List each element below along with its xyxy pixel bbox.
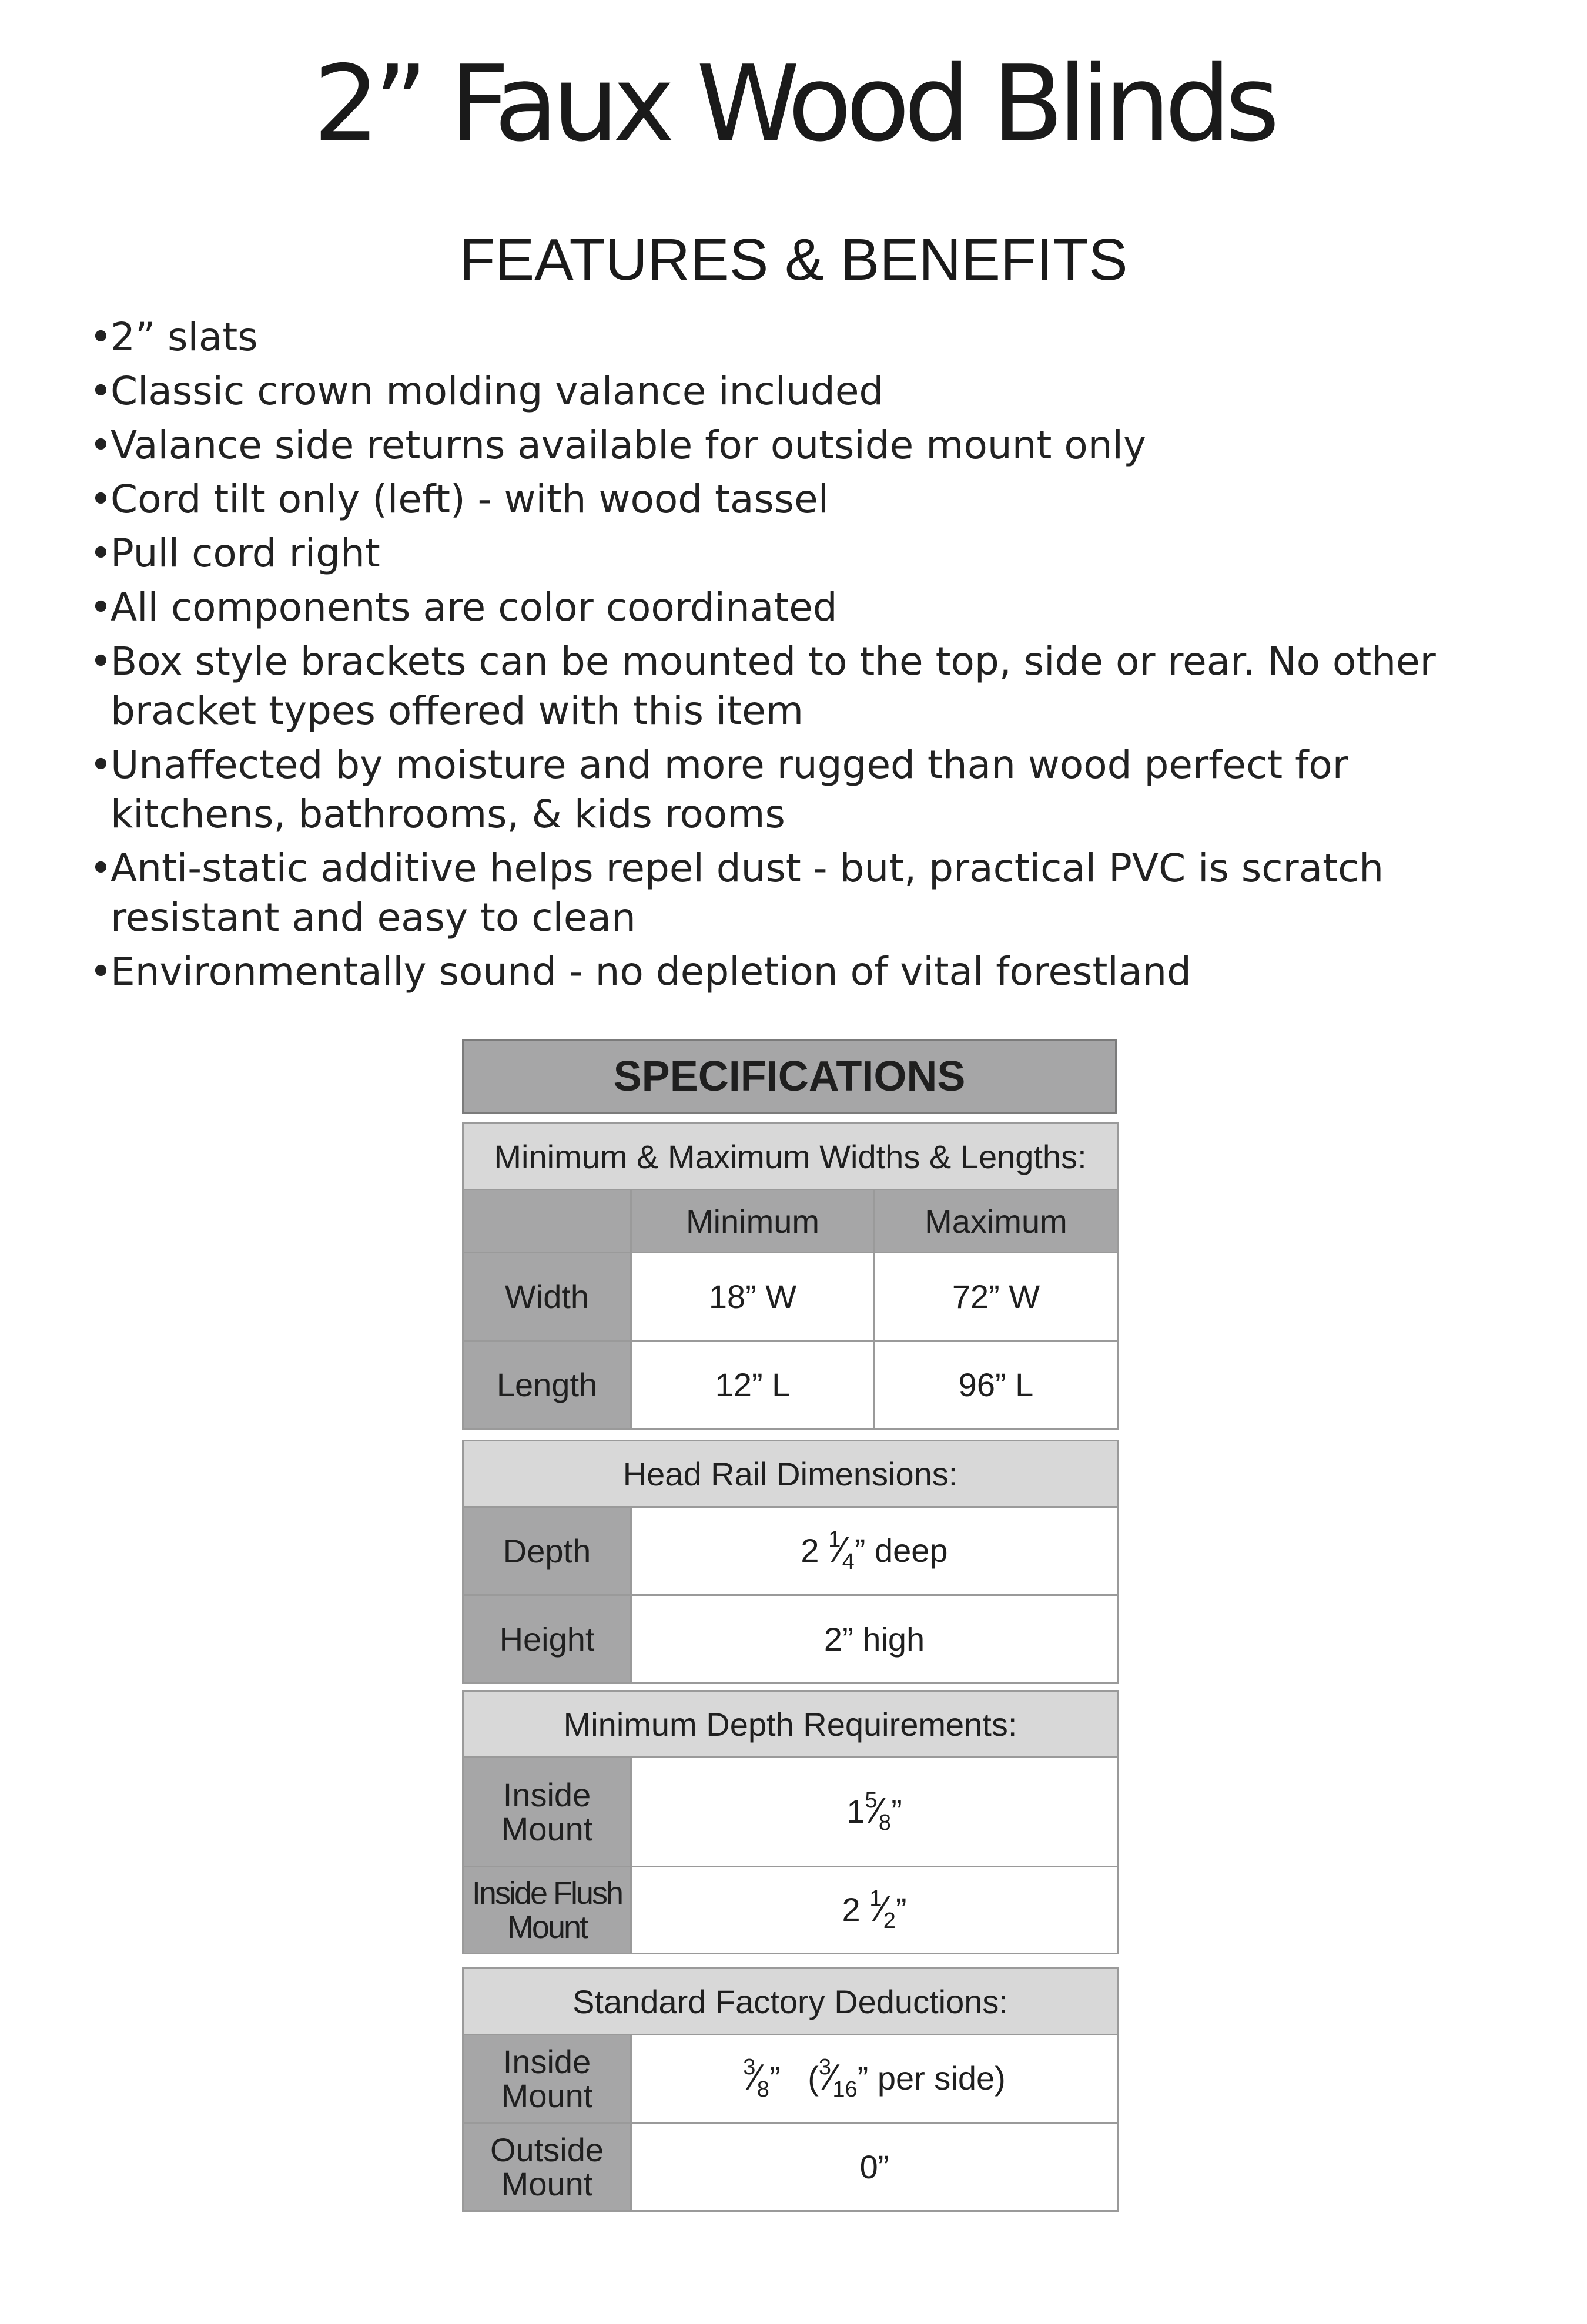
bullet-icon: • bbox=[89, 531, 112, 576]
deduction-outside-value: 0” bbox=[631, 2123, 1118, 2211]
feature-item bbox=[89, 421, 1500, 470]
col-maximum: Maximum bbox=[875, 1190, 1118, 1253]
feature-text: Unaffected by moisture and more rugged than wood perfect for kitchens, bathrooms, & kids rooms bbox=[111, 742, 1348, 837]
features-heading: FEATURES & BENEFITS bbox=[459, 227, 1128, 293]
deduction-inside-value: $^3⁄_8$” ($^3⁄_{16}$” per side) bbox=[631, 2035, 1118, 2123]
head-rail-depth-value: 2 $^1⁄_4$” deep bbox=[631, 1507, 1118, 1595]
feature-text: Box style brackets can be mounted to the top, side or rear. No other bracket types offered with this item bbox=[111, 639, 1436, 733]
row-label-deduction-inside-mount: Inside Mount bbox=[463, 2035, 631, 2123]
feature-item bbox=[89, 947, 1500, 997]
head-rail-height-value: 2” high bbox=[631, 1595, 1118, 1684]
feature-text: Cord tilt only (left) - with wood tassel bbox=[111, 477, 829, 522]
feature-text: All components are color coordinated bbox=[111, 585, 838, 630]
min-depth-table bbox=[462, 1690, 1119, 1954]
specifications-heading: SPECIFICATIONS bbox=[462, 1039, 1117, 1114]
bullet-icon: • bbox=[89, 846, 112, 891]
width-min: 18” W bbox=[631, 1253, 875, 1341]
head-rail-table bbox=[462, 1440, 1119, 1684]
row-label-depth: Depth bbox=[463, 1507, 631, 1595]
page-title: 2” Faux Wood Blinds bbox=[313, 43, 1274, 165]
feature-item bbox=[89, 367, 1500, 416]
feature-text: 2” slats bbox=[111, 314, 258, 360]
bullet-icon: • bbox=[89, 477, 112, 522]
row-label-length: Length bbox=[463, 1341, 631, 1429]
row-label-inside-flush-mount: Inside Flush Mount bbox=[463, 1867, 631, 1954]
sizes-table bbox=[462, 1122, 1119, 1430]
row-label-deduction-outside-mount: Outside Mount bbox=[463, 2123, 631, 2211]
bullet-icon: • bbox=[89, 368, 112, 414]
inside-fraction: $^5⁄_8$ bbox=[865, 1788, 892, 1835]
feature-text: Environmentally sound - no depletion of vital forestland bbox=[111, 949, 1191, 994]
deductions-caption: Standard Factory Deductions: bbox=[463, 1968, 1118, 2035]
feature-item bbox=[89, 313, 1500, 362]
flush-fraction: $^1⁄_2$ bbox=[869, 1886, 896, 1933]
feature-text: Anti-static additive helps repel dust - but, practical PVC is scratch resistant and easy to clean bbox=[111, 846, 1384, 940]
bullet-icon: • bbox=[89, 422, 112, 468]
col-minimum: Minimum bbox=[631, 1190, 875, 1253]
length-min: 12” L bbox=[631, 1341, 875, 1429]
min-depth-flush-value: 2 $^1⁄_2$” bbox=[631, 1867, 1118, 1954]
head-rail-caption: Head Rail Dimensions: bbox=[463, 1441, 1118, 1507]
features-list bbox=[89, 313, 1500, 1001]
bullet-icon: • bbox=[89, 949, 112, 994]
bullet-icon: • bbox=[89, 585, 112, 630]
feature-item bbox=[89, 844, 1500, 943]
feature-item bbox=[89, 583, 1500, 632]
feature-item bbox=[89, 529, 1500, 578]
feature-item bbox=[89, 740, 1500, 839]
depth-fraction: $^1⁄_4$ bbox=[828, 1527, 855, 1574]
sizes-corner-cell bbox=[463, 1190, 631, 1253]
bullet-icon: • bbox=[89, 314, 112, 360]
feature-text: Pull cord right bbox=[111, 531, 380, 576]
row-label-inside-mount: Inside Mount bbox=[463, 1758, 631, 1867]
feature-item bbox=[89, 475, 1500, 524]
feature-text: Valance side returns available for outside mount only bbox=[111, 422, 1147, 468]
per-side-fraction: $^3⁄_{16}$ bbox=[818, 2055, 858, 2102]
length-max: 96” L bbox=[875, 1341, 1118, 1429]
bullet-icon: • bbox=[89, 742, 112, 787]
min-depth-caption: Minimum Depth Requirements: bbox=[463, 1691, 1118, 1758]
sizes-caption: Minimum & Maximum Widths & Lengths: bbox=[463, 1124, 1118, 1190]
feature-text: Classic crown molding valance included bbox=[111, 368, 884, 414]
feature-item bbox=[89, 637, 1500, 736]
deductions-table bbox=[462, 1967, 1119, 2212]
row-label-height: Height bbox=[463, 1595, 631, 1684]
width-max: 72” W bbox=[875, 1253, 1118, 1341]
bullet-icon: • bbox=[89, 639, 112, 684]
deduction-fraction: $^3⁄_8$ bbox=[743, 2055, 769, 2102]
min-depth-inside-value: $1^5⁄_8$” bbox=[631, 1758, 1118, 1867]
row-label-width: Width bbox=[463, 1253, 631, 1341]
